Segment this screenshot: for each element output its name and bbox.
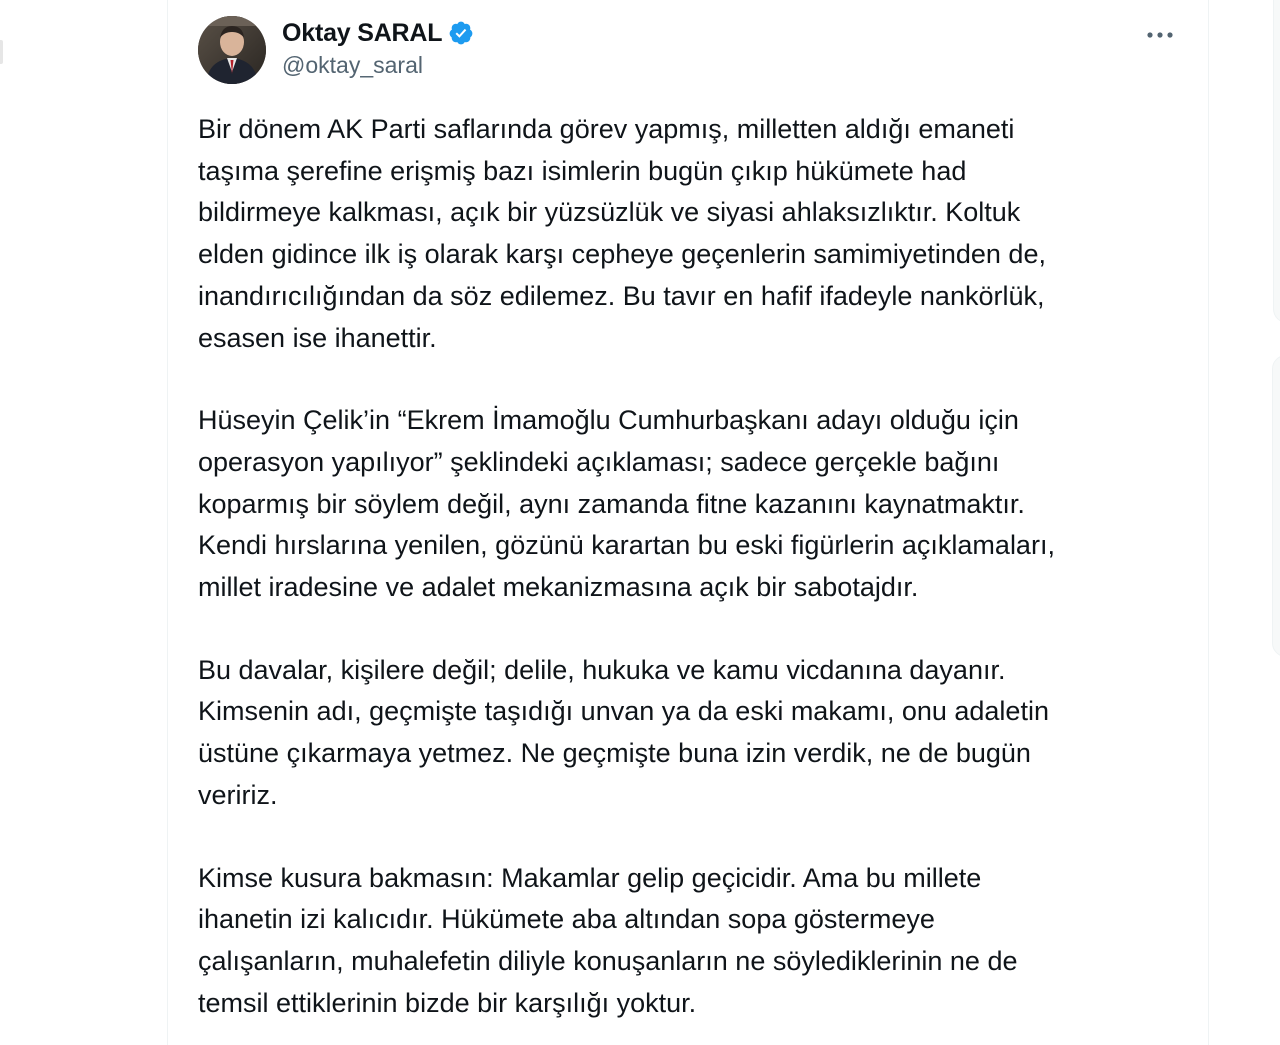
author-handle[interactable]: @oktay_saral [282,52,423,78]
timeline-column [167,0,1209,1045]
verified-badge-icon[interactable] [448,20,474,46]
tweet-paragraph: Bir dönem AK Parti saflarında görev yapmış, milletten aldığı emaneti taşıma şerefine erişmiş bazı isimlerin bugün çıkıp hükümete had bildirmeye kalkması, açık bir yüzsüzlük ve siyasi ahlaksızlıktır. Koltuk elden gidince ilk iş olarak karşı cepheye geçenlerin samimiyetinden de, inandırıcılığından da söz edilemez. Bu tavır en hafif ifadeyle nankörlük, esasen ise ihanettir. [198,114,1046,353]
tweet-text [198,109,1188,1045]
tweet-paragraph: Kimse kusura bakmasın: Makamlar gelip geçicidir. Ama bu millete ihanetin izi kalıcıdır. Hükümete aba altından sopa göstermeye çalışanların, muhalefetin diliyle konuşanların ne söylediklerinin ne de temsil ettiklerinin bizde bir karşılığı yoktur. [198,862,1018,1018]
author-display-name[interactable]: Oktay SARAL [282,18,443,47]
more-options-button[interactable] [1140,20,1180,50]
author-names [282,16,474,79]
right-sidebar-card-edge [1272,355,1280,657]
avatar[interactable] [198,16,266,84]
display-name-row [282,16,474,50]
tweet-header [198,14,1188,86]
profile-photo-icon [198,16,266,84]
tweet-paragraph: Bu davalar, kişilere değil; delile, hukuka ve kamu vicdanına dayanır. Kimsenin adı, geçmişte taşıdığı unvan ya da eski makamı, onu adaletin üstüne çıkarmaya yetmez. Ne geçmişte buna izin verdik, ne de bugün veririz. [198,654,1049,810]
right-sidebar-card-edge [1273,0,1280,323]
more-horizontal-icon [1146,31,1174,39]
left-sidebar-edge [0,40,3,64]
tweet-paragraph: Hüseyin Çelik’in “Ekrem İmamoğlu Cumhurbaşkanı adayı olduğu için operasyon yapılıyor” şeklindeki açıklaması; sadece gerçekle bağını koparmış bir söylem değil, aynı zamanda fitne kazanını kaynatmaktır. Kendi hırslarına yenilen, gözünü karartan bu eski figürlerin açıklamaları, millet iradesine ve adalet mekanizmasına açık bir sabotajdır. [198,405,1055,603]
